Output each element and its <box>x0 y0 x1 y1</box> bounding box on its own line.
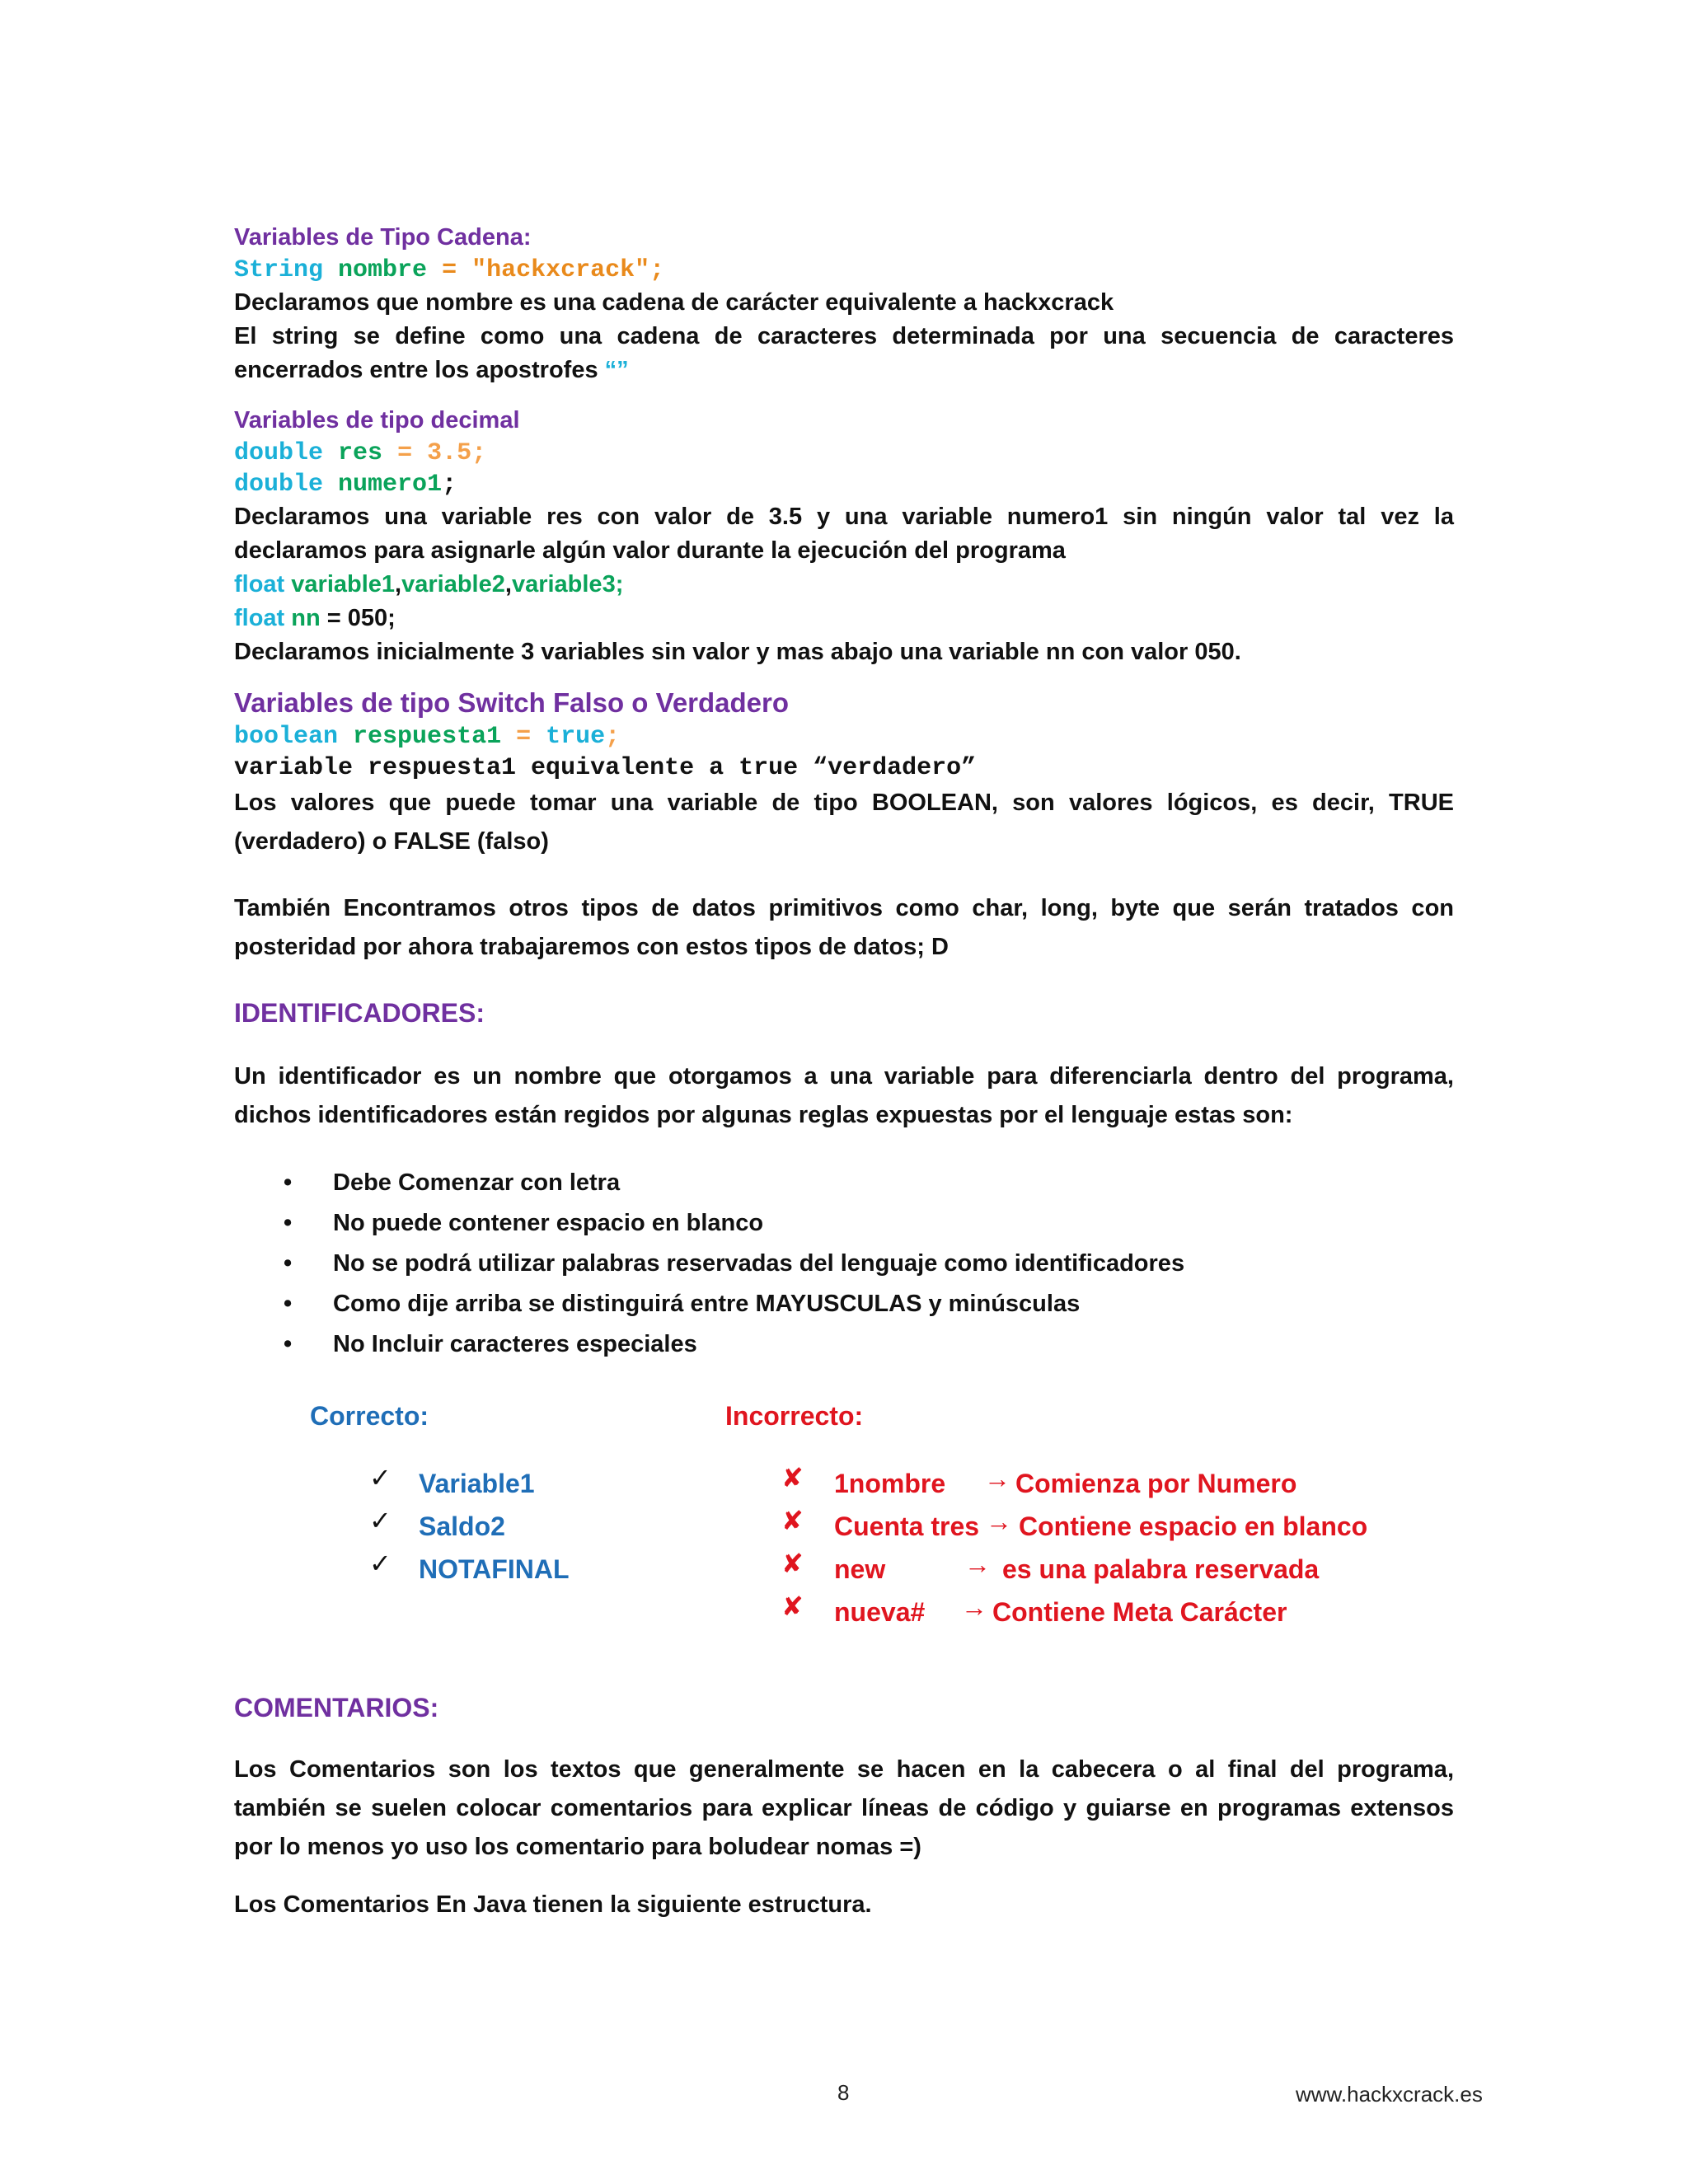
rule-text: No Incluir caracteres especiales <box>333 1331 697 1357</box>
arrow-right-icon: → <box>984 1464 1010 1493</box>
code-double-numero1 <box>234 469 1454 500</box>
code-operator: = <box>501 723 546 751</box>
incorrect-title: Incorrecto: <box>725 1401 864 1431</box>
cadena-line: Declaramos que nombre es una cadena de carácter equivalente a hackxcrack <box>234 289 1114 316</box>
code-keyword: float <box>234 605 285 631</box>
incorrect-reason: Contiene Meta Carácter <box>992 1597 1287 1627</box>
examples-block <box>234 1398 1454 1637</box>
footer-url: www.hackxcrack.es <box>1296 2082 1483 2107</box>
cross-icon: ✘ <box>781 1463 804 1493</box>
incorrect-example: new <box>834 1554 886 1584</box>
code-value: "hackxcrack" <box>471 256 650 284</box>
rule-text: Debe Comenzar con letra <box>333 1169 621 1196</box>
bullet-icon: • <box>284 1291 293 1317</box>
code-semicolon: ; <box>471 439 487 467</box>
code-identifier: nn <box>291 605 321 631</box>
code-double-res <box>234 438 1454 469</box>
code-keyword: double <box>234 471 324 499</box>
code-keyword: float <box>234 571 285 598</box>
code-float-vars <box>234 568 1454 602</box>
code-float-nn <box>234 602 1454 635</box>
cross-icon: ✘ <box>781 1506 804 1535</box>
bullet-icon: • <box>284 1210 293 1236</box>
code-keyword: boolean <box>234 723 339 751</box>
page-number: 8 <box>837 2080 850 2105</box>
code-operator: = <box>382 439 428 467</box>
check-icon: ✓ <box>369 1506 392 1535</box>
list-item <box>234 1163 1454 1203</box>
heading-comentarios: COMENTARIOS: <box>234 1693 439 1722</box>
boolean-paragraph: Los valores que puede tomar una variable de tipo BOOLEAN, son valores lógicos, es decir, TRUE (verdadero) o FALSE (falso) <box>234 790 1454 855</box>
code-operator: = <box>427 256 472 284</box>
code-boolean-comment: variable respuesta1 equivalente a true “verdadero” <box>234 754 977 782</box>
code-comma: , <box>395 571 402 598</box>
comentarios-paragraph: Los Comentarios son los textos que generalmente se hacen en la cabecera o al final del programa, también se suelen colocar comentarios para explicar líneas de código y guiarse en programas extensos por lo menos yo uso los comentario para boludear nomas =) <box>234 1756 1454 1860</box>
code-string-decl <box>234 255 1454 286</box>
incorrect-example: 1nombre <box>834 1469 946 1498</box>
arrow-right-icon: → <box>964 1549 991 1579</box>
correct-example: Saldo2 <box>419 1511 505 1541</box>
incorrect-example: nueva# <box>834 1597 926 1627</box>
rule-text: No puede contener espacio en blanco <box>333 1210 764 1236</box>
page-content <box>234 221 1454 1922</box>
code-identifier: variable2 <box>401 571 505 598</box>
cadena-quotes: “” <box>604 357 629 383</box>
code-semicolon: ; <box>442 471 457 499</box>
incorrect-reason: Contiene espacio en blanco <box>1019 1511 1368 1541</box>
heading-boolean: Variables de tipo Switch Falso o Verdadero <box>234 687 790 718</box>
code-keyword: double <box>234 439 324 467</box>
code-boolean-decl <box>234 721 1454 752</box>
incorrect-example: Cuenta tres <box>834 1511 980 1541</box>
code-identifier: variable3 <box>511 571 616 598</box>
cross-icon: ✘ <box>781 1549 804 1578</box>
tambien-paragraph: También Encontramos otros tipos de datos primitivos como char, long, byte que serán tratados con posteridad por ahora trabajaremos con estos tipos de datos; D <box>234 895 1454 960</box>
code-identifier: variable1 <box>291 571 396 598</box>
code-value: true <box>546 723 606 751</box>
cadena-paragraph <box>234 320 1454 387</box>
check-icon: ✓ <box>369 1463 392 1493</box>
code-semicolon: ; <box>605 723 621 751</box>
code-identifier: respuesta1 <box>353 723 502 751</box>
rules-list <box>234 1163 1454 1365</box>
decimal-line: Declaramos inicialmente 3 variables sin valor y mas abajo una variable nn con valor 050. <box>234 639 1241 665</box>
list-item <box>234 1324 1454 1365</box>
incorrect-reason: es una palabra reservada <box>1002 1554 1320 1584</box>
check-icon: ✓ <box>369 1549 392 1578</box>
correct-example: Variable1 <box>419 1469 535 1498</box>
bullet-icon: • <box>284 1250 293 1277</box>
code-value: 3.5 <box>427 439 472 467</box>
rule-text: Como dije arriba se distinguirá entre MAYUSCULAS y minúsculas <box>333 1291 1081 1317</box>
code-assignment: = 050; <box>320 605 396 631</box>
identificadores-paragraph: Un identificador es un nombre que otorgamos a una variable para diferenciarla dentro del programa, dichos identificadores están regidos por algunas reglas expuestas por el lenguaje estas son: <box>234 1063 1454 1128</box>
code-semicolon: ; <box>615 571 624 598</box>
comentarios-structure-line: Los Comentarios En Java tienen la siguiente estructura. <box>234 1891 872 1918</box>
incorrect-reason: Comienza por Numero <box>1015 1469 1297 1498</box>
arrow-right-icon: → <box>986 1507 1012 1536</box>
code-identifier: nombre <box>338 256 428 284</box>
list-item <box>234 1284 1454 1324</box>
rule-text: No se podrá utilizar palabras reservadas del lenguaje como identificadores <box>333 1250 1185 1277</box>
code-identifier: res <box>338 439 383 467</box>
arrow-right-icon: → <box>961 1592 987 1622</box>
code-comma: , <box>504 571 512 598</box>
decimal-paragraph: Declaramos una variable res con valor de 3.5 y una variable numero1 sin ningún valor tal vez la declaramos para asignarle algún valor durante la ejecución del programa <box>234 504 1454 564</box>
code-identifier: numero1 <box>338 471 443 499</box>
bullet-icon: • <box>284 1331 293 1357</box>
code-keyword: String <box>234 256 324 284</box>
heading-identificadores: IDENTIFICADORES: <box>234 998 485 1028</box>
cross-icon: ✘ <box>781 1591 804 1621</box>
correct-title: Correcto: <box>310 1401 429 1431</box>
correct-example: NOTAFINAL <box>419 1554 570 1584</box>
heading-cadena: Variables de Tipo Cadena: <box>234 224 532 251</box>
cadena-paragraph-text: El string se define como una cadena de caracteres determinada por una secuencia de caracteres encerrados entre los apostrofes <box>234 323 1454 383</box>
heading-decimal: Variables de tipo decimal <box>234 407 520 434</box>
list-item <box>234 1203 1454 1244</box>
bullet-icon: • <box>284 1169 293 1196</box>
code-semicolon: ; <box>649 256 665 284</box>
list-item <box>234 1244 1454 1284</box>
